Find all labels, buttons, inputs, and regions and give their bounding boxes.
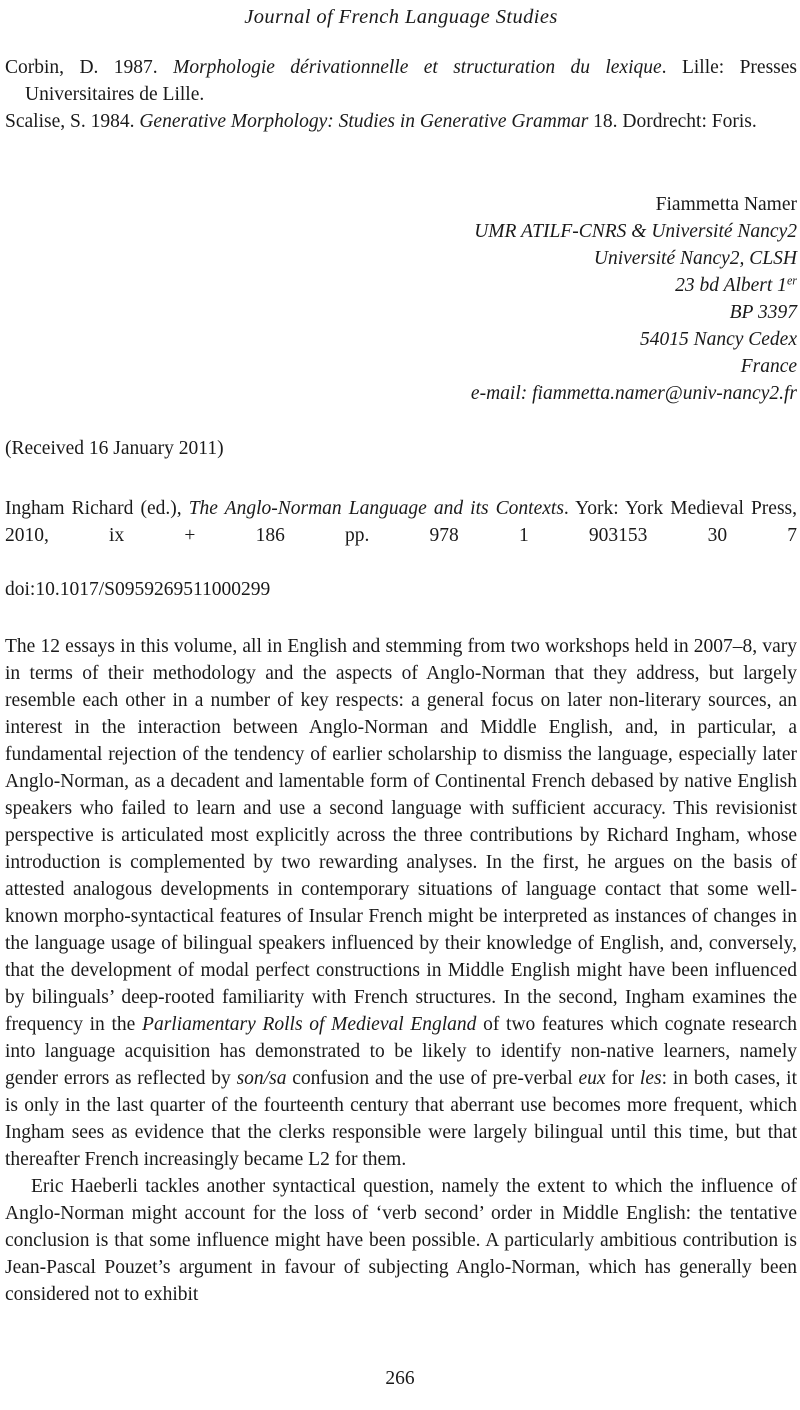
reference-pre: Scalise, S. 1984. bbox=[5, 110, 140, 132]
review-doi[interactable]: doi:10.1017/S0959269511000299 bbox=[5, 578, 271, 600]
running-head: Journal of French Language Studies bbox=[244, 6, 558, 28]
page-number: 266 bbox=[385, 1368, 415, 1389]
paragraph-text: for bbox=[605, 1067, 640, 1089]
review-imprint: . York: York Medieval Press, 2010, ix + 186 pp. 978 1 903153 30 7 bbox=[5, 497, 798, 546]
author-address-block bbox=[5, 191, 797, 407]
review-header bbox=[5, 495, 797, 603]
reference-pre: Corbin, D. 1987. bbox=[5, 56, 174, 78]
review-book-title: The Anglo-Norman Language and its Contexts bbox=[188, 497, 564, 519]
author-email[interactable]: e-mail: fiammetta.namer@univ-nancy2.fr bbox=[470, 382, 797, 404]
author-name: Fiammetta Namer bbox=[655, 193, 797, 215]
author-street-text: 23 bd Albert 1 bbox=[675, 274, 787, 296]
review-citation bbox=[5, 495, 797, 576]
paragraph-text: The 12 essays in this volume, all in English and stemming from two workshops held in 2007–8, vary in terms of their methodology and the aspects of Anglo-Norman that they address, but largely resemble each other in a number of key respects: a general focus on later non-literary sources, an interest in the interaction between Anglo-Norman and Middle English, and, in particular, a fundamental rejection of the tendency of earlier scholarship to dismiss the language, especially later Anglo-Norman, as a decadent and lamentable form of Continental French debased by native English speakers who failed to learn and use a second language with sufficient accuracy. This revisionist perspective is articulated most explicitly across the three contributions by Richard Ingham, whose introduction is complemented by two rewarding analyses. In the first, he argues on the basis of attested analogous developments in contemporary situations of language contact that some well-known morpho-syntactical features of Insular French might be interpreted as instances of changes in the language usage of bilingual speakers influenced by their knowledge of English, and, conversely, that the development of modal perfect constructions in Middle English might have been influenced by bilinguals’ deep-rooted familiarity with French structures. In the second, Ingham examines the frequency in the bbox=[5, 635, 797, 1035]
paragraph-text: of two features which cognate research into language acquisition has demonstrated to be likely to identify non-native learners, namely gender errors as reflected by bbox=[5, 1013, 797, 1089]
paragraph-text: : in both cases, it is only in the last quarter of the fourteenth century that aberrant use becomes more frequent, which Ingham sees as evidence that the clerks responsible were largely bilingual until this time, but that thereafter French increasingly became L2 for them. bbox=[5, 1067, 797, 1170]
paragraph-text: confusion and the use of pre-verbal bbox=[286, 1067, 579, 1089]
body-paragraph: Eric Haeberli tackles another syntactical question, namely the extent to which the influence of Anglo-Norman might account for the loss of ‘verb second’ order in Middle English: the tentative conclusion is that some influence might have been possible. A particularly ambitious contribution is Jean-Pascal Pouzet’s argument in favour of subjecting Anglo-Norman, which has generally been considered not to exhibit bbox=[5, 1175, 797, 1305]
author-country: France bbox=[740, 355, 797, 377]
author-affiliation: UMR ATILF-CNRS & Université Nancy2 bbox=[474, 220, 797, 242]
reference-post: . Lille: Presses Universitaires de Lille. bbox=[25, 56, 797, 105]
body-paragraph bbox=[5, 633, 797, 1173]
linguistic-form: eux bbox=[578, 1067, 606, 1089]
author-city: 54015 Nancy Cedex bbox=[639, 328, 797, 350]
review-body bbox=[5, 633, 797, 1308]
reference-entry bbox=[5, 54, 797, 108]
author-street bbox=[5, 272, 797, 299]
linguistic-form: son/sa bbox=[236, 1067, 287, 1089]
page-content bbox=[5, 0, 797, 1308]
received-date: (Received 16 January 2011) bbox=[5, 437, 224, 459]
reference-entry bbox=[5, 108, 797, 135]
author-institution: Université Nancy2, CLSH bbox=[593, 247, 797, 269]
reference-list bbox=[5, 54, 797, 135]
reference-post: 18. Dordrecht: Foris. bbox=[588, 110, 757, 132]
linguistic-form: les bbox=[639, 1067, 662, 1089]
author-street-ordinal-suffix: er bbox=[786, 273, 797, 288]
author-po-box: BP 3397 bbox=[729, 301, 797, 323]
reference-title: Morphologie dérivationnelle et structuration du lexique bbox=[173, 56, 662, 78]
reference-title: Generative Morphology: Studies in Generative Grammar bbox=[139, 110, 589, 132]
review-author: Ingham Richard (ed.), bbox=[5, 497, 189, 519]
cited-work-title: Parliamentary Rolls of Medieval England bbox=[142, 1013, 477, 1035]
